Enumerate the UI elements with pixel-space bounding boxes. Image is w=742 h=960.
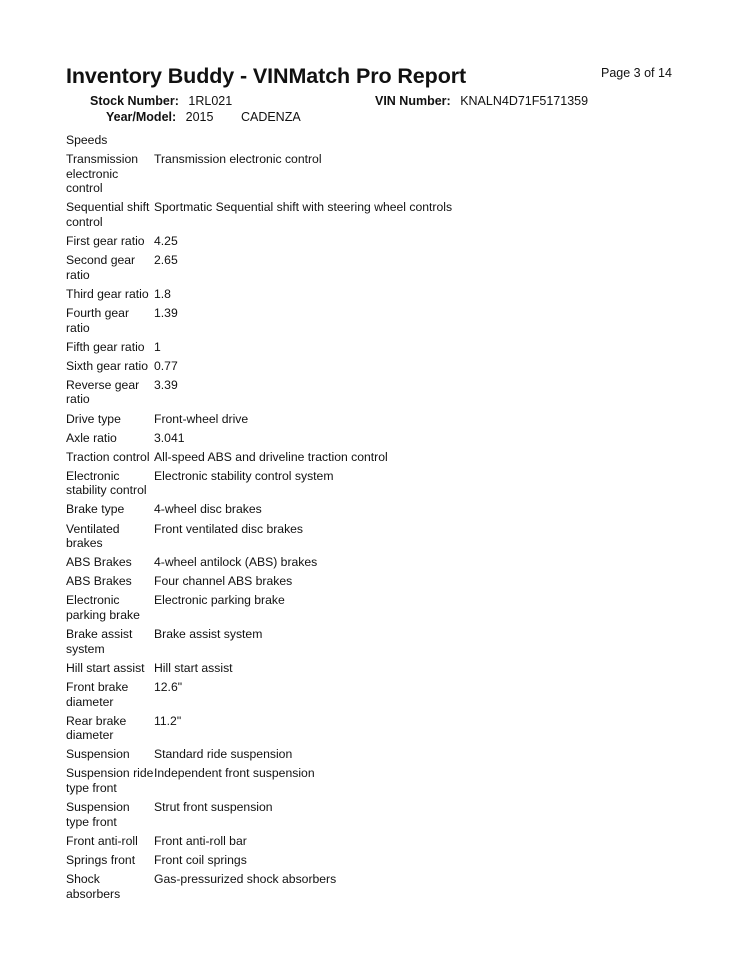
spec-label: Second gear ratio xyxy=(66,253,136,282)
spec-value: 1 xyxy=(154,339,161,354)
spec-label: First gear ratio xyxy=(66,234,145,249)
spec-value: Gas-pressurized shock absorbers xyxy=(154,871,337,886)
page-number: Page 3 of 14 xyxy=(601,66,672,80)
spec-label: Fourth gear ratio xyxy=(66,305,130,335)
spec-value: Transmission electronic control xyxy=(154,152,322,167)
spec-value: 3.39 xyxy=(154,377,178,392)
stock-number-value: 1RL021 xyxy=(188,94,233,108)
spec-label: Third gear ratio xyxy=(66,286,149,301)
spec-value: Front ventilated disc brakes xyxy=(154,521,304,536)
spec-label: Shock absorbers xyxy=(66,871,121,901)
spec-value: 1.39 xyxy=(154,305,178,320)
spec-row xyxy=(66,448,452,467)
year-value: 2015 xyxy=(185,110,214,124)
stock-number-label: Stock Number: xyxy=(90,94,179,108)
spec-label: ABS Brakes xyxy=(66,574,132,589)
spec-label: Front brake diameter xyxy=(66,679,129,709)
spec-row xyxy=(66,251,452,285)
spec-row xyxy=(66,591,452,625)
spec-label: Fifth gear ratio xyxy=(66,339,145,354)
spec-row xyxy=(66,520,452,554)
spec-row xyxy=(66,500,452,519)
spec-row xyxy=(66,832,452,851)
spec-row xyxy=(66,198,452,232)
year-model-label: Year/Model: xyxy=(106,110,177,124)
spec-table-body xyxy=(66,131,452,904)
section-heading-row xyxy=(66,131,452,150)
spec-value: Strut front suspension xyxy=(154,800,273,815)
spec-label: Suspension type front xyxy=(66,800,130,829)
spec-row xyxy=(66,150,452,198)
spec-row xyxy=(66,745,452,764)
spec-row xyxy=(66,625,452,659)
spec-value: 2.65 xyxy=(154,253,178,268)
spec-row xyxy=(66,357,452,376)
spec-label: Transmission electronic control xyxy=(66,152,139,196)
spec-value: Sportmatic Sequential shift with steering wheel controls xyxy=(154,200,453,215)
spec-label: Traction control xyxy=(66,449,150,464)
spec-label: Electronic stability control xyxy=(66,468,147,498)
spec-value: Independent front suspension xyxy=(154,766,315,781)
spec-value: All-speed ABS and driveline traction control xyxy=(154,449,388,464)
spec-label: Rear brake diameter xyxy=(66,713,127,743)
spec-label: Reverse gear ratio xyxy=(66,377,140,407)
spec-value: 4-wheel disc brakes xyxy=(154,502,262,517)
spec-label: Front anti-roll xyxy=(66,833,138,848)
year-model-field xyxy=(106,110,301,124)
spec-label: ABS Brakes xyxy=(66,555,132,570)
spec-label: Ventilated brakes xyxy=(66,521,120,551)
vin-number-field xyxy=(375,94,588,108)
spec-label: Suspension xyxy=(66,747,130,762)
spec-value: Standard ride suspension xyxy=(154,747,293,762)
spec-row xyxy=(66,467,452,501)
section-heading: Speeds xyxy=(66,133,108,147)
vin-number-label: VIN Number: xyxy=(375,94,451,108)
spec-value: 11.2" xyxy=(154,713,182,728)
spec-row xyxy=(66,285,452,304)
vin-number-value: KNALN4D71F5171359 xyxy=(460,94,589,108)
spec-value: 3.041 xyxy=(154,430,185,445)
spec-label: Electronic parking brake xyxy=(66,593,140,623)
stock-number-field xyxy=(90,94,232,108)
spec-value: Electronic parking brake xyxy=(154,593,285,608)
spec-value: 4.25 xyxy=(154,234,178,249)
spec-row xyxy=(66,410,452,429)
spec-label: Brake type xyxy=(66,502,125,517)
spec-label: Hill start assist xyxy=(66,660,145,675)
spec-row xyxy=(66,659,452,678)
spec-row xyxy=(66,678,452,712)
spec-value: 0.77 xyxy=(154,358,178,373)
spec-value: 4-wheel antilock (ABS) brakes xyxy=(154,555,318,570)
spec-row xyxy=(66,304,452,338)
spec-row xyxy=(66,851,452,870)
spec-value: Four channel ABS brakes xyxy=(154,574,293,589)
spec-label: Sixth gear ratio xyxy=(66,358,148,373)
spec-table xyxy=(66,131,452,904)
spec-label: Brake assist system xyxy=(66,627,133,656)
spec-row xyxy=(66,376,452,410)
spec-row xyxy=(66,553,452,572)
spec-row xyxy=(66,338,452,357)
spec-value: 1.8 xyxy=(154,286,171,301)
spec-value: Front anti-roll bar xyxy=(154,833,247,848)
spec-row xyxy=(66,798,452,832)
spec-value: Brake assist system xyxy=(154,627,263,642)
spec-row xyxy=(66,764,452,798)
spec-row xyxy=(66,572,452,591)
spec-label: Drive type xyxy=(66,411,121,426)
spec-row xyxy=(66,232,452,251)
spec-label: Suspension ride type front xyxy=(66,766,154,795)
spec-value: Electronic stability control system xyxy=(154,468,334,483)
spec-value: 12.6" xyxy=(154,679,183,694)
spec-label: Springs front xyxy=(66,852,136,867)
spec-value: Hill start assist xyxy=(154,660,233,675)
spec-value: Front-wheel drive xyxy=(154,411,249,426)
spec-row xyxy=(66,429,452,448)
report-title: Inventory Buddy - VINMatch Pro Report xyxy=(66,64,467,88)
spec-label: Sequential shift control xyxy=(66,200,150,229)
model-value: CADENZA xyxy=(240,110,301,124)
spec-value: Front coil springs xyxy=(154,852,247,867)
spec-row xyxy=(66,712,452,746)
spec-row xyxy=(66,870,452,904)
spec-label: Axle ratio xyxy=(66,430,117,445)
